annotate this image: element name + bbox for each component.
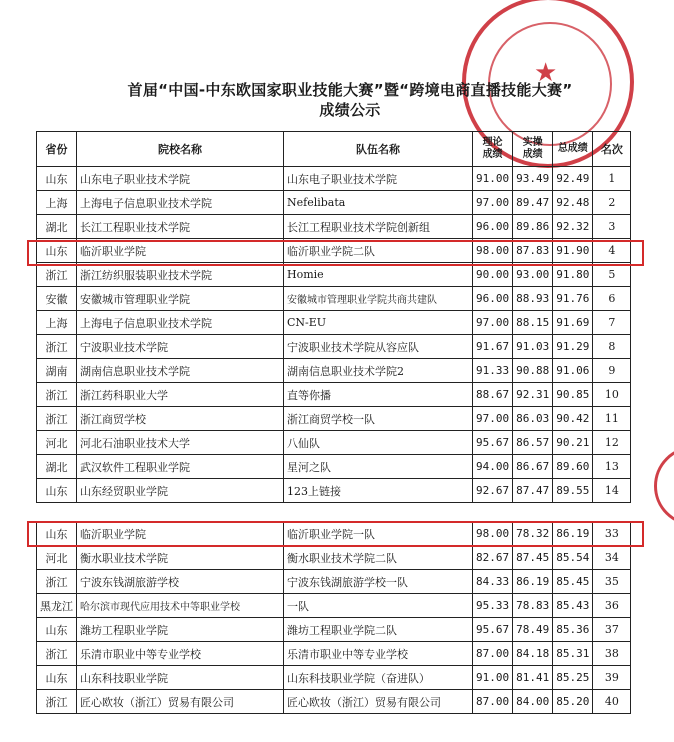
theory-score-cell: 94.00 (473, 455, 513, 479)
header-province: 省份 (37, 132, 77, 167)
partial-seal (654, 446, 674, 526)
school-cell: 山东电子职业技术学院 (77, 167, 284, 191)
theory-score-cell: 98.00 (473, 522, 513, 546)
team-cell: 山东电子职业技术学院 (284, 167, 473, 191)
province-cell: 上海 (37, 311, 77, 335)
province-cell: 山东 (37, 239, 77, 263)
theory-score-cell: 91.00 (473, 666, 513, 690)
theory-score-cell: 91.00 (473, 167, 513, 191)
total-score-cell: 91.80 (553, 263, 593, 287)
table-row (37, 431, 631, 455)
theory-score-cell: 97.00 (473, 311, 513, 335)
table-row (37, 167, 631, 191)
rank-cell: 7 (593, 311, 631, 335)
practice-score-cell: 78.83 (513, 594, 553, 618)
team-cell: 直等你播 (284, 383, 473, 407)
table-row (37, 263, 631, 287)
school-cell: 上海电子信息职业技术学院 (77, 191, 284, 215)
total-score-cell: 91.29 (553, 335, 593, 359)
table-row (37, 407, 631, 431)
table-row (37, 383, 631, 407)
province-cell: 河北 (37, 546, 77, 570)
province-cell: 浙江 (37, 407, 77, 431)
practice-score-cell: 84.18 (513, 642, 553, 666)
table-row (37, 546, 631, 570)
practice-score-cell: 81.41 (513, 666, 553, 690)
team-cell: 潍坊工程职业学院二队 (284, 618, 473, 642)
practice-score-cell: 78.32 (513, 522, 553, 546)
practice-score-cell: 89.86 (513, 215, 553, 239)
rank-cell: 37 (593, 618, 631, 642)
rank-cell: 14 (593, 479, 631, 503)
team-cell: 临沂职业学院一队 (284, 522, 473, 546)
province-cell: 浙江 (37, 570, 77, 594)
theory-score-cell: 96.00 (473, 287, 513, 311)
theory-score-cell: 88.67 (473, 383, 513, 407)
province-cell: 山东 (37, 618, 77, 642)
total-score-cell: 92.48 (553, 191, 593, 215)
team-cell: 匠心欧妆（浙江）贸易有限公司 (284, 690, 473, 714)
theory-score-cell: 92.67 (473, 479, 513, 503)
team-cell: 一队 (284, 594, 473, 618)
results-table-bottom (36, 521, 631, 714)
results-table-top (36, 131, 631, 503)
theory-score-cell: 97.00 (473, 191, 513, 215)
school-cell: 武汉软件工程职业学院 (77, 455, 284, 479)
total-score-cell: 90.42 (553, 407, 593, 431)
table-row (37, 666, 631, 690)
rank-cell: 4 (593, 239, 631, 263)
province-cell: 浙江 (37, 690, 77, 714)
rank-cell: 40 (593, 690, 631, 714)
rank-cell: 3 (593, 215, 631, 239)
theory-score-cell: 95.67 (473, 431, 513, 455)
practice-score-cell: 86.19 (513, 570, 553, 594)
total-score-cell: 91.76 (553, 287, 593, 311)
practice-score-cell: 87.45 (513, 546, 553, 570)
school-cell: 浙江纺织服装职业技术学院 (77, 263, 284, 287)
province-cell: 上海 (37, 191, 77, 215)
rank-cell: 39 (593, 666, 631, 690)
rank-cell: 34 (593, 546, 631, 570)
province-cell: 浙江 (37, 263, 77, 287)
practice-score-cell: 90.88 (513, 359, 553, 383)
total-score-cell: 86.19 (553, 522, 593, 546)
theory-score-cell: 98.00 (473, 239, 513, 263)
school-cell: 山东科技职业学院 (77, 666, 284, 690)
total-score-cell: 90.21 (553, 431, 593, 455)
team-cell: 临沂职业学院二队 (284, 239, 473, 263)
team-cell: 衡水职业技术学院二队 (284, 546, 473, 570)
team-cell: 星河之队 (284, 455, 473, 479)
rank-cell: 8 (593, 335, 631, 359)
total-score-cell: 85.36 (553, 618, 593, 642)
rank-cell: 5 (593, 263, 631, 287)
team-cell: 乐清市职业中等专业学校 (284, 642, 473, 666)
practice-score-cell: 87.47 (513, 479, 553, 503)
practice-score-cell: 88.15 (513, 311, 553, 335)
school-cell: 河北石油职业技术大学 (77, 431, 284, 455)
team-cell: 山东科技职业学院（奋进队） (284, 666, 473, 690)
rank-cell: 35 (593, 570, 631, 594)
theory-score-cell: 82.67 (473, 546, 513, 570)
rank-cell: 1 (593, 167, 631, 191)
practice-score-cell: 84.00 (513, 690, 553, 714)
rank-cell: 9 (593, 359, 631, 383)
province-cell: 浙江 (37, 383, 77, 407)
province-cell: 山东 (37, 167, 77, 191)
table-row (37, 618, 631, 642)
school-cell: 浙江药科职业大学 (77, 383, 284, 407)
header-total: 总成绩 (553, 132, 593, 167)
rank-cell: 38 (593, 642, 631, 666)
province-cell: 黑龙江 (37, 594, 77, 618)
theory-score-cell: 87.00 (473, 642, 513, 666)
total-score-cell: 91.69 (553, 311, 593, 335)
practice-score-cell: 93.49 (513, 167, 553, 191)
team-cell: 宁波东钱湖旅游学校一队 (284, 570, 473, 594)
practice-score-cell: 86.67 (513, 455, 553, 479)
practice-score-cell: 89.47 (513, 191, 553, 215)
header-rank: 名次 (593, 132, 631, 167)
total-score-cell: 91.06 (553, 359, 593, 383)
table-row (37, 479, 631, 503)
rank-cell: 12 (593, 431, 631, 455)
total-score-cell: 89.60 (553, 455, 593, 479)
province-cell: 山东 (37, 666, 77, 690)
theory-score-cell: 96.00 (473, 215, 513, 239)
table-row (37, 594, 631, 618)
total-score-cell: 92.32 (553, 215, 593, 239)
practice-score-cell: 93.00 (513, 263, 553, 287)
team-cell: Homie (284, 263, 473, 287)
rank-cell: 13 (593, 455, 631, 479)
document-title: 首届“中国-中东欧国家职业技能大赛”暨“跨境电商直播技能大赛” (127, 81, 573, 99)
total-score-cell: 85.25 (553, 666, 593, 690)
theory-score-cell: 95.67 (473, 618, 513, 642)
team-cell: 安徽城市管理职业学院共商共建队 (284, 287, 473, 311)
school-cell: 哈尔滨市现代应用技术中等职业学校 (77, 594, 284, 618)
table-row (37, 191, 631, 215)
total-score-cell: 89.55 (553, 479, 593, 503)
total-score-cell: 90.85 (553, 383, 593, 407)
document-subtitle: 成绩公示 (319, 101, 381, 119)
team-cell: 浙江商贸学校一队 (284, 407, 473, 431)
theory-score-cell: 84.33 (473, 570, 513, 594)
school-cell: 匠心欧妆（浙江）贸易有限公司 (77, 690, 284, 714)
header-theory: 理论 成绩 (473, 132, 513, 167)
practice-score-cell: 86.03 (513, 407, 553, 431)
team-cell: CN-EU (284, 311, 473, 335)
practice-score-cell: 86.57 (513, 431, 553, 455)
school-cell: 湖南信息职业技术学院 (77, 359, 284, 383)
table-header-row (37, 132, 631, 167)
theory-score-cell: 97.00 (473, 407, 513, 431)
rank-cell: 6 (593, 287, 631, 311)
practice-score-cell: 78.49 (513, 618, 553, 642)
school-cell: 上海电子信息职业技术学院 (77, 311, 284, 335)
rank-cell: 11 (593, 407, 631, 431)
table-row (37, 642, 631, 666)
team-cell: 八仙队 (284, 431, 473, 455)
province-cell: 湖南 (37, 359, 77, 383)
team-cell: 长江工程职业技术学院创新组 (284, 215, 473, 239)
team-cell: 123上链接 (284, 479, 473, 503)
practice-score-cell: 91.03 (513, 335, 553, 359)
school-cell: 乐清市职业中等专业学校 (77, 642, 284, 666)
total-score-cell: 85.31 (553, 642, 593, 666)
province-cell: 山东 (37, 522, 77, 546)
highlight-box-rank-33 (27, 521, 644, 547)
header-practice: 实操 成绩 (513, 132, 553, 167)
rank-cell: 36 (593, 594, 631, 618)
table-row (37, 690, 631, 714)
table-row (37, 287, 631, 311)
school-cell: 衡水职业技术学院 (77, 546, 284, 570)
table-row (37, 570, 631, 594)
province-cell: 湖北 (37, 215, 77, 239)
school-cell: 潍坊工程职业学院 (77, 618, 284, 642)
table-row (37, 359, 631, 383)
theory-score-cell: 91.67 (473, 335, 513, 359)
total-score-cell: 85.20 (553, 690, 593, 714)
header-school: 院校名称 (77, 132, 284, 167)
school-cell: 浙江商贸学校 (77, 407, 284, 431)
province-cell: 河北 (37, 431, 77, 455)
school-cell: 山东经贸职业学院 (77, 479, 284, 503)
total-score-cell: 92.49 (553, 167, 593, 191)
province-cell: 浙江 (37, 642, 77, 666)
practice-score-cell: 87.83 (513, 239, 553, 263)
rank-cell: 33 (593, 522, 631, 546)
province-cell: 山东 (37, 479, 77, 503)
theory-score-cell: 90.00 (473, 263, 513, 287)
table-row (37, 335, 631, 359)
theory-score-cell: 87.00 (473, 690, 513, 714)
theory-score-cell: 95.33 (473, 594, 513, 618)
practice-score-cell: 92.31 (513, 383, 553, 407)
header-team: 队伍名称 (284, 132, 473, 167)
total-score-cell: 85.45 (553, 570, 593, 594)
school-cell: 临沂职业学院 (77, 239, 284, 263)
school-cell: 宁波职业技术学院 (77, 335, 284, 359)
table-row (37, 455, 631, 479)
school-cell: 安徽城市管理职业学院 (77, 287, 284, 311)
total-score-cell: 85.43 (553, 594, 593, 618)
highlight-box-rank-4 (27, 240, 644, 266)
table-row (37, 311, 631, 335)
team-cell: 湖南信息职业技术学院2 (284, 359, 473, 383)
school-cell: 长江工程职业技术学院 (77, 215, 284, 239)
team-cell: Nefelibata (284, 191, 473, 215)
rank-cell: 10 (593, 383, 631, 407)
table-row (37, 215, 631, 239)
total-score-cell: 85.54 (553, 546, 593, 570)
team-cell: 宁波职业技术学院从容应队 (284, 335, 473, 359)
total-score-cell: 91.90 (553, 239, 593, 263)
practice-score-cell: 88.93 (513, 287, 553, 311)
seal-star-icon: ★ (534, 58, 558, 88)
school-cell: 临沂职业学院 (77, 522, 284, 546)
school-cell: 宁波东钱湖旅游学校 (77, 570, 284, 594)
province-cell: 浙江 (37, 335, 77, 359)
rank-cell: 2 (593, 191, 631, 215)
theory-score-cell: 91.33 (473, 359, 513, 383)
province-cell: 湖北 (37, 455, 77, 479)
province-cell: 安徽 (37, 287, 77, 311)
